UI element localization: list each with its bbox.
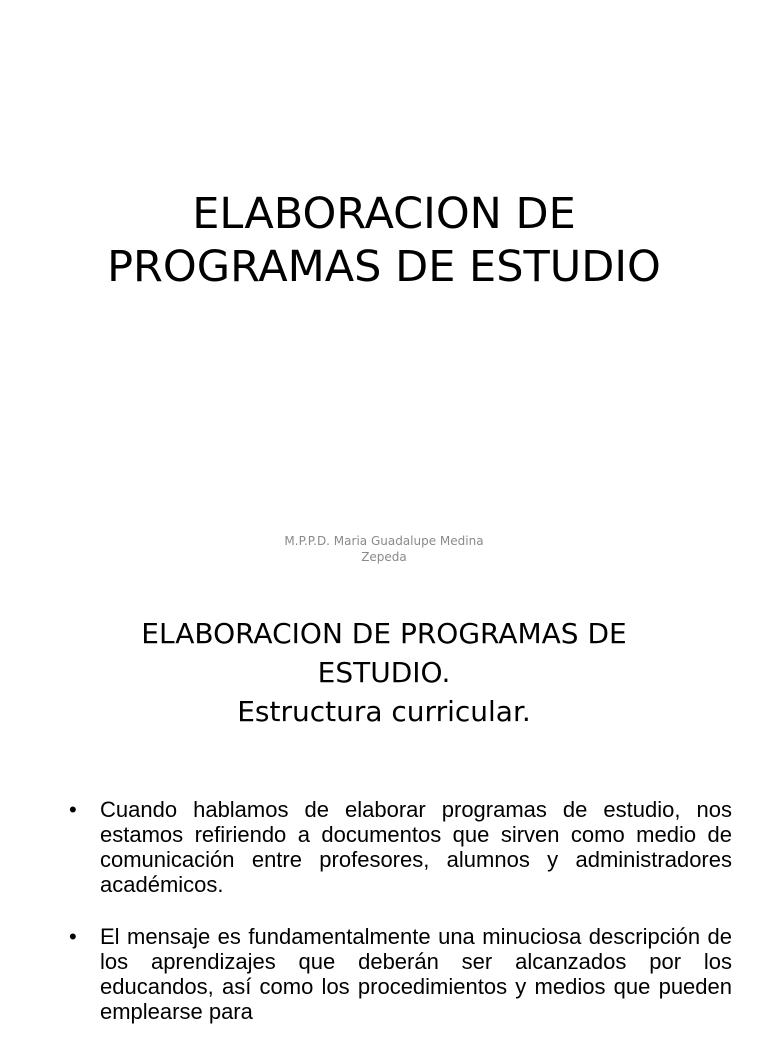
slide2-title-line1: ELABORACION DE PROGRAMAS DE [141,617,627,650]
slide2-title-line2: ESTUDIO. [317,656,451,689]
slide1-title-line2: PROGRAMAS DE ESTUDIO [107,242,661,292]
bullet-text: El mensaje es fundamentalmente una minuciosa descripción de los aprendizajes que deberán ser alcanzados por los educandos, así como los procedimientos y medios que pueden emplearse para [100,924,732,1024]
bullet-icon: • [69,924,77,949]
bullet-text: Cuando hablamos de elaborar programas de estudio, nos estamos refiriendo a documentos que sirven como medio de comunicación entre profesores, alumnos y administradores académicos. [100,797,732,897]
slide1-title-line1: ELABORACION DE [192,189,576,239]
bullet-icon: • [69,797,77,822]
list-item [0,924,768,1024]
slide2-title-line3: Estructura curricular. [237,695,531,728]
author-subtitle [234,533,534,565]
list-item [0,797,768,897]
author-line1: M.P.P.D. Maria Guadalupe Medina [284,534,484,548]
slide1-title [0,188,768,294]
bullet-list [0,797,768,1051]
author-line2: Zepeda [361,550,407,564]
slide2-title [0,614,768,731]
